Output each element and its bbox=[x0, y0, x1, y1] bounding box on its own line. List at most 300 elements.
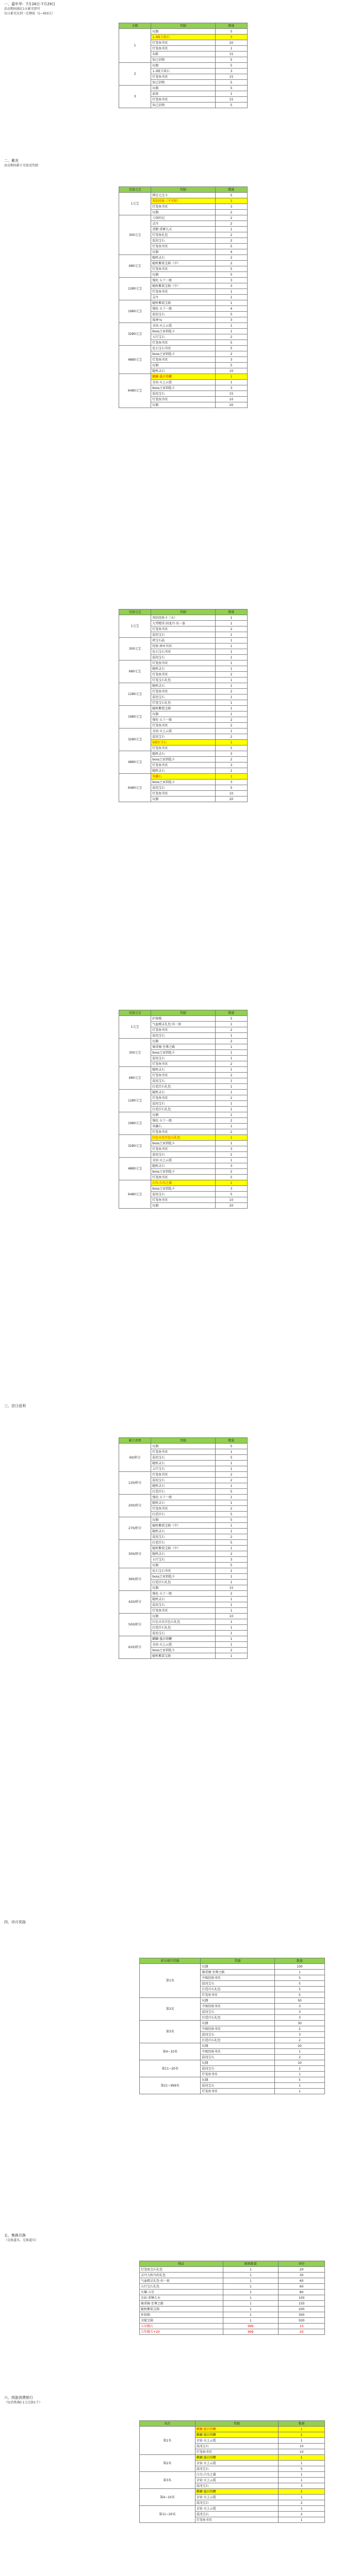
item-name-cell: 灯笼鱼书页 bbox=[151, 1129, 216, 1135]
column-header: 累计消费 bbox=[119, 1438, 151, 1444]
item-name-cell: 随机灵石 bbox=[151, 1597, 216, 1602]
column-header: 充值元宝 bbox=[119, 609, 151, 615]
item-name-cell: 麒麟·墨岩铸鞭 bbox=[195, 2455, 279, 2461]
item-name-cell: 玩偶 bbox=[151, 1112, 216, 1118]
table-row bbox=[140, 2506, 325, 2512]
table-row bbox=[119, 1039, 248, 1044]
group-label-cell: 3 bbox=[119, 86, 151, 108]
item-name-cell: 混沌宝石 bbox=[151, 785, 216, 791]
item-name-cell: 绑定元宝卡 bbox=[151, 193, 216, 198]
item-name-cell: 随机灵石 bbox=[151, 768, 216, 774]
item-name-cell: 翠鑫石 bbox=[151, 1124, 216, 1129]
item-name-cell: 灯笼鱼书页 bbox=[151, 266, 216, 272]
item-quantity-cell: 3 bbox=[215, 1186, 247, 1192]
item-quantity-cell: 2 bbox=[215, 334, 247, 340]
item-quantity-cell: 10 bbox=[215, 368, 247, 374]
table-row bbox=[140, 2273, 325, 2278]
item-quantity-cell: 30 bbox=[275, 2021, 325, 2026]
item-name-cell: boss之家钥匙卡 bbox=[151, 329, 216, 334]
column-header: 物品 bbox=[140, 2261, 223, 2267]
item-quantity-cell: 2 bbox=[215, 1118, 247, 1124]
table-row bbox=[140, 1964, 325, 1970]
item-name-cell: 金钻·天上云霞 bbox=[151, 1642, 216, 1648]
item-name-cell: 灯笼鱼书页 bbox=[195, 2517, 279, 2523]
item-quantity-cell: 15 bbox=[215, 97, 247, 103]
table-row bbox=[119, 1135, 248, 1141]
item-name-cell: 化石宝石书页 bbox=[151, 346, 216, 351]
item-quantity-cell: 15 bbox=[215, 74, 247, 80]
column-header: 数量 bbox=[275, 1958, 325, 1964]
item-quantity-cell: 4 bbox=[215, 249, 247, 255]
cumulative-recharge-table-3 bbox=[119, 1010, 248, 1209]
header-row bbox=[119, 1438, 248, 1444]
column-header: 数量 bbox=[215, 1010, 247, 1016]
item-name-cell: 混沌宝石 bbox=[151, 312, 216, 317]
item-name-cell: 随机灵石 bbox=[151, 255, 216, 261]
group-label-cell: 1280元宝 bbox=[119, 683, 151, 706]
item-name-cell: 混沌宝石 bbox=[201, 2055, 275, 2060]
item-name-cell: 化石宝石书页 bbox=[151, 1568, 216, 1574]
item-name-cell: 随机灵石 bbox=[151, 1163, 216, 1169]
group-label-cell: 1280元宝 bbox=[119, 1090, 151, 1112]
item-quantity-cell: 1 bbox=[215, 1158, 247, 1163]
table-row bbox=[140, 2489, 325, 2495]
table-row bbox=[140, 2077, 325, 2083]
item-quantity-cell: 1 bbox=[215, 1461, 247, 1466]
item-name-cell: 混沌宝石 bbox=[195, 2444, 279, 2449]
item-quantity-cell: 10 bbox=[215, 791, 247, 796]
item-quantity-cell: 1 bbox=[215, 1602, 247, 1608]
table-row bbox=[119, 1158, 248, 1163]
item-quantity-cell: 2 bbox=[215, 689, 247, 694]
item-quantity-cell: 1 bbox=[215, 1495, 247, 1500]
item-quantity-cell: 3 bbox=[215, 751, 247, 757]
item-name-cell: 混沌宝石 bbox=[195, 2512, 279, 2517]
group-label-cell: 第1名 bbox=[140, 1964, 201, 1998]
group-label-cell: 300/积分 bbox=[119, 1540, 151, 1568]
item-name-cell: 麒麟·墨岩铸鞭 bbox=[151, 1636, 216, 1642]
item-name-cell: 灯笼鱼书页 bbox=[151, 1449, 216, 1455]
item-quantity-cell: 5 bbox=[215, 244, 247, 249]
item-quantity-cell: 5 bbox=[215, 1455, 247, 1461]
item-name-cell: 五星精石 bbox=[140, 2324, 223, 2329]
item-name-cell: 灯笼鱼宝石礼包 bbox=[140, 2267, 223, 2273]
item-name-cell: 灯笼鱼书页 bbox=[151, 40, 216, 46]
item-name-cell: 随机灵石 bbox=[151, 1529, 216, 1534]
value-cell: 999 bbox=[223, 2329, 279, 2335]
value-cell: 20 bbox=[279, 2329, 325, 2335]
group-label-cell: 500/积分 bbox=[119, 1614, 151, 1636]
item-name-cell: 玩偶 bbox=[151, 1039, 216, 1044]
item-name-cell: 混沌宝石 bbox=[151, 1033, 216, 1039]
table-row bbox=[119, 255, 248, 261]
item-quantity-cell: 1 bbox=[215, 666, 247, 672]
column-header: 单价 bbox=[279, 2261, 325, 2267]
table-row bbox=[119, 728, 248, 734]
group-label-cell: 6480元宝 bbox=[119, 774, 151, 802]
item-quantity-cell: 2 bbox=[215, 1027, 247, 1033]
value-cell: 1 bbox=[223, 2284, 279, 2290]
group-label-cell: 200/积分 bbox=[119, 1495, 151, 1517]
item-quantity-cell: 1 bbox=[279, 2427, 325, 2432]
item-quantity-cell: 3 bbox=[215, 317, 247, 323]
header-row bbox=[140, 1958, 325, 1964]
item-quantity-cell: 2 bbox=[215, 1478, 247, 1483]
item-name-cell: 混沌宝石 bbox=[151, 1631, 216, 1636]
item-quantity-cell: 2 bbox=[215, 734, 247, 740]
item-name-cell: 麒麟·墨岩铸鞭 bbox=[195, 2432, 279, 2438]
item-quantity-cell: 1 bbox=[215, 91, 247, 97]
item-quantity-cell: 5 bbox=[215, 63, 247, 69]
item-name-cell: 红色天星百色石礼包 bbox=[151, 1135, 216, 1141]
item-name-cell: 五行宝石 bbox=[151, 1466, 216, 1472]
table-row bbox=[119, 278, 248, 283]
table-row bbox=[119, 751, 248, 757]
item-name-cell: 玩偶 bbox=[151, 29, 216, 35]
table-row bbox=[140, 2278, 325, 2284]
item-name-cell: 随机灵石 bbox=[151, 666, 216, 672]
item-name-cell: 双倍经验卡（天） bbox=[151, 615, 216, 621]
item-quantity-cell: 2 bbox=[215, 1129, 247, 1135]
item-name-cell: 气血精灵礼包·出一套 bbox=[151, 1022, 216, 1027]
item-name-cell: 全能宝箱 bbox=[140, 2318, 223, 2324]
group-label-cell: 3280元宝 bbox=[119, 323, 151, 346]
column-header: 奖励 bbox=[195, 2421, 279, 2427]
item-name-cell: 灯笼鱼书页 bbox=[151, 1061, 216, 1067]
item-quantity-cell: 5 bbox=[215, 193, 247, 198]
item-name-cell: 1-3级玉装石 bbox=[151, 35, 216, 40]
item-quantity-cell: 1 bbox=[215, 46, 247, 52]
group-label-cell: 300元宝 bbox=[119, 215, 151, 255]
table-row bbox=[140, 2301, 325, 2307]
item-name-cell: 金钻·天上云霞 bbox=[151, 1158, 216, 1163]
item-name-cell: 混沌宝石 bbox=[151, 632, 216, 638]
item-name-cell: 中级经验书页 bbox=[201, 2004, 275, 2009]
item-quantity-cell: 4 bbox=[215, 306, 247, 312]
item-quantity-cell: 1 bbox=[279, 2455, 325, 2461]
item-quantity-cell: 3 bbox=[275, 2032, 325, 2038]
table-row bbox=[119, 374, 248, 380]
cumulative-recharge-table-1 bbox=[119, 187, 248, 408]
item-quantity-cell: 5 bbox=[215, 1444, 247, 1449]
table-row bbox=[119, 193, 248, 198]
item-name-cell: 强化·五十一级 bbox=[151, 1495, 216, 1500]
item-quantity-cell: 1 bbox=[279, 2506, 325, 2512]
section-2-title: 二、累充 bbox=[4, 159, 19, 163]
table-row bbox=[119, 86, 248, 91]
item-name-cell: 灯笼鱼书页 bbox=[151, 340, 216, 346]
item-quantity-cell: 1 bbox=[215, 1642, 247, 1648]
value-cell: 150 bbox=[279, 2301, 325, 2307]
item-quantity-cell: 5 bbox=[275, 1992, 325, 1998]
table-row bbox=[119, 1568, 248, 1574]
group-label-cell: 第1名 bbox=[140, 2427, 195, 2455]
item-name-cell: 玩偶 bbox=[201, 1998, 275, 2004]
item-quantity-cell: 1 bbox=[279, 2472, 325, 2478]
group-label-cell: 第4~10名 bbox=[140, 2489, 195, 2506]
item-quantity-cell: 1 bbox=[215, 1033, 247, 1039]
item-quantity-cell: 1 bbox=[215, 655, 247, 660]
value-cell: 300 bbox=[279, 2312, 325, 2318]
item-quantity-cell: 2 bbox=[215, 1073, 247, 1078]
item-quantity-cell: 3 bbox=[275, 2004, 325, 2009]
column-header: 奖励 bbox=[151, 23, 216, 29]
column-header: 名次 bbox=[140, 2421, 195, 2427]
column-header: 奖励 bbox=[151, 609, 216, 615]
item-quantity-cell: 1 bbox=[215, 1078, 247, 1084]
item-quantity-cell: 20 bbox=[215, 1203, 247, 1209]
item-quantity-cell: 1 bbox=[215, 1568, 247, 1574]
section-6-title: 六、网游消费排行 bbox=[4, 2396, 33, 2400]
group-label-cell: 第3名 bbox=[140, 2021, 201, 2043]
item-name-cell: 强化·五十一级 bbox=[151, 278, 216, 283]
column-header: 积分排行奖励 bbox=[140, 1958, 201, 1964]
table-row bbox=[119, 1517, 248, 1523]
item-quantity-cell: 5 bbox=[215, 103, 247, 108]
item-quantity-cell: 5 bbox=[215, 1016, 247, 1022]
item-name-cell: 随机灵石 bbox=[151, 1067, 216, 1073]
table-row bbox=[119, 774, 248, 779]
item-name-cell: 金钻·天上云霞 bbox=[195, 2461, 279, 2466]
group-label-cell: 1980元宝 bbox=[119, 706, 151, 728]
item-quantity-cell: 1 bbox=[215, 1580, 247, 1585]
table-row bbox=[119, 1090, 248, 1095]
value-cell: 1 bbox=[223, 2318, 279, 2324]
group-label-cell: 第4~10名 bbox=[140, 2043, 201, 2060]
item-name-cell: boss之家钥匙卡 bbox=[151, 1169, 216, 1175]
item-quantity-cell: 2 bbox=[215, 221, 247, 227]
item-quantity-cell: 1 bbox=[215, 1608, 247, 1614]
ranking-reward-table bbox=[139, 1958, 325, 2094]
item-quantity-cell: 3 bbox=[215, 278, 247, 283]
table-row bbox=[119, 300, 248, 306]
item-quantity-cell: 5 bbox=[215, 272, 247, 278]
item-name-cell: 灯笼鱼书页 bbox=[151, 204, 216, 210]
item-quantity-cell: 1 bbox=[215, 380, 247, 385]
group-label-cell: 270/积分 bbox=[119, 1517, 151, 1540]
item-quantity-cell: 1 bbox=[275, 2089, 325, 2094]
item-name-cell: 经验·神木书页 bbox=[151, 643, 216, 649]
item-name-cell: boss之家钥匙卡 bbox=[151, 779, 216, 785]
value-cell: 1 bbox=[223, 2290, 279, 2295]
group-label-cell: 60/积分 bbox=[119, 1444, 151, 1472]
section-2-subtitle: 活动期间累计充值送奖励 bbox=[4, 164, 39, 167]
item-name-cell: 灯笼鱼书页 bbox=[151, 397, 216, 402]
item-name-cell: 灯笼鱼书页 bbox=[151, 1472, 216, 1478]
item-name-cell: 打造百石礼包 bbox=[151, 1107, 216, 1112]
table-row bbox=[119, 660, 248, 666]
item-name-cell: 玩偶 bbox=[201, 2077, 275, 2083]
item-quantity-cell: 3 bbox=[275, 2009, 325, 2015]
item-quantity-cell: 5 bbox=[215, 29, 247, 35]
item-quantity-cell: 5 bbox=[275, 1987, 325, 1992]
item-quantity-cell: 2 bbox=[215, 1061, 247, 1067]
item-quantity-cell: 5 bbox=[215, 86, 247, 91]
item-quantity-cell: 1 bbox=[215, 1101, 247, 1107]
column-header: 奖励 bbox=[151, 1010, 216, 1016]
item-name-cell: 打造百石礼包 bbox=[201, 1987, 275, 1992]
item-quantity-cell: 1 bbox=[215, 1483, 247, 1489]
item-name-cell: boss之家钥匙卡 bbox=[151, 385, 216, 391]
column-header: 数量 bbox=[215, 187, 247, 193]
value-cell: 20 bbox=[279, 2267, 325, 2273]
item-quantity-cell: 2 bbox=[215, 1039, 247, 1044]
item-quantity-cell: 20 bbox=[215, 402, 247, 408]
item-name-cell: 随机灵石 bbox=[151, 368, 216, 374]
item-quantity-cell: 5 bbox=[275, 1981, 325, 1987]
item-name-cell: 强化·五十一级 bbox=[151, 717, 216, 723]
column-header: 充值元宝 bbox=[119, 187, 151, 193]
item-quantity-cell: 1 bbox=[215, 198, 247, 204]
item-name-cell: 混沌宝石 bbox=[151, 1455, 216, 1461]
item-name-cell: 随机紫装宝箱 bbox=[151, 1653, 216, 1659]
header-row bbox=[119, 609, 248, 615]
section-5-title: 五、集换兑换 bbox=[4, 2233, 26, 2238]
item-name-cell: 玩偶 bbox=[151, 63, 216, 69]
item-quantity-cell: 10 bbox=[215, 1197, 247, 1203]
group-label-cell: 300元宝 bbox=[119, 1039, 151, 1067]
value-cell: 1 bbox=[223, 2295, 279, 2301]
table-row bbox=[119, 1180, 248, 1186]
item-quantity-cell: 3 bbox=[215, 35, 247, 40]
item-quantity-cell: 3 bbox=[215, 1163, 247, 1169]
item-quantity-cell: 1 bbox=[215, 1112, 247, 1118]
item-name-cell: 重锻·重锤九天 bbox=[151, 227, 216, 232]
item-name-cell: 灯笼鱼书页 bbox=[151, 745, 216, 751]
item-name-cell: 随机紫装宝箱 bbox=[151, 706, 216, 711]
value-cell: 1 bbox=[223, 2307, 279, 2312]
item-quantity-cell: 1 bbox=[279, 2461, 325, 2466]
item-quantity-cell: 2 bbox=[215, 723, 247, 728]
item-name-cell: 金钻·天上云霞 bbox=[195, 2438, 279, 2444]
item-quantity-cell: 2 bbox=[275, 2055, 325, 2060]
group-label-cell: 3280元宝 bbox=[119, 1135, 151, 1158]
item-name-cell: 战神·lv bbox=[151, 317, 216, 323]
item-name-cell: 灯笼鱼书页 bbox=[151, 97, 216, 103]
item-name-cell: 玩偶 bbox=[201, 2021, 275, 2026]
item-quantity-cell: 3 bbox=[279, 2483, 325, 2489]
table-row bbox=[140, 2427, 325, 2432]
item-quantity-cell: 1 bbox=[215, 643, 247, 649]
table-row bbox=[119, 1112, 248, 1118]
group-label-cell: 第2名 bbox=[140, 2455, 195, 2472]
item-name-cell: 随机紫装宝箱（中） bbox=[151, 1523, 216, 1529]
item-quantity-cell: 2 bbox=[279, 2512, 325, 2517]
item-name-cell: 强化·五十一级 bbox=[151, 306, 216, 312]
item-name-cell: 灯笼鱼书页 bbox=[151, 689, 216, 694]
item-quantity-cell: 1 bbox=[215, 1107, 247, 1112]
item-name-cell: 打造百石礼包 bbox=[151, 1084, 216, 1090]
item-name-cell: 白鸟·白鸟之翼 bbox=[195, 2472, 279, 2478]
item-name-cell: 玩偶 bbox=[151, 210, 216, 215]
group-label-cell: 2 bbox=[119, 63, 151, 86]
group-label-cell: 6480元宝 bbox=[119, 374, 151, 408]
item-name-cell: 刀剑印记 bbox=[151, 215, 216, 221]
group-label-cell: 6480元宝 bbox=[119, 1180, 151, 1209]
item-name-cell: 灯笼鱼礼包 bbox=[151, 232, 216, 238]
group-label-cell: 第21~999名 bbox=[140, 2077, 201, 2094]
item-quantity-cell: 1 bbox=[215, 1050, 247, 1056]
item-quantity-cell: 1 bbox=[215, 329, 247, 334]
item-name-cell: boss之家钥匙卡 bbox=[151, 1648, 216, 1653]
column-header: 数量 bbox=[279, 2421, 325, 2427]
item-quantity-cell: 1 bbox=[275, 1970, 325, 1975]
item-name-cell: 强化·五十一级 bbox=[151, 1591, 216, 1597]
item-name-cell: 玩偶 bbox=[151, 1563, 216, 1568]
item-name-cell: 灯笼鱼书页 bbox=[151, 1197, 216, 1203]
column-header: 数量 bbox=[215, 1438, 247, 1444]
item-name-cell: 玩偶 bbox=[151, 363, 216, 368]
table-row bbox=[140, 2267, 325, 2273]
table-row bbox=[140, 2295, 325, 2301]
group-label-cell: 680元宝 bbox=[119, 255, 151, 278]
item-name-cell: 金钻·天上云霞 bbox=[195, 2506, 279, 2512]
item-quantity-cell: 1 bbox=[215, 706, 247, 711]
item-name-cell: 打造百石 bbox=[151, 1489, 216, 1495]
item-name-cell: 随机灵石 bbox=[151, 751, 216, 757]
section-5-subtitle: （兑换道具，兑换道具） bbox=[4, 2239, 39, 2242]
column-header: 奖励 bbox=[201, 1958, 275, 1964]
group-label-cell: 1980元宝 bbox=[119, 300, 151, 323]
item-quantity-cell: 1 bbox=[215, 1636, 247, 1642]
group-label-cell: 680元宝 bbox=[119, 660, 151, 683]
item-quantity-cell: 2 bbox=[215, 1506, 247, 1512]
item-quantity-cell: 3 bbox=[215, 69, 247, 74]
item-quantity-cell: 1 bbox=[215, 1135, 247, 1141]
table-row bbox=[119, 1591, 248, 1597]
item-name-cell: 混沌宝石 bbox=[195, 2500, 279, 2506]
item-quantity-cell: 1 bbox=[215, 638, 247, 643]
group-label-cell: 第11~20名 bbox=[140, 2060, 201, 2077]
item-name-cell: 混沌宝石 bbox=[151, 1192, 216, 1197]
item-quantity-cell: 1 bbox=[215, 295, 247, 300]
item-name-cell: 灯笼鱼书页 bbox=[151, 1027, 216, 1033]
item-quantity-cell: 2 bbox=[215, 757, 247, 762]
item-name-cell: 灯笼宝石礼包 bbox=[151, 677, 216, 683]
item-quantity-cell: 1 bbox=[215, 1619, 247, 1625]
group-label-cell: 420/积分 bbox=[119, 1591, 151, 1614]
item-quantity-cell: 1 bbox=[215, 768, 247, 774]
item-name-cell: 灯笼鱼书页 bbox=[151, 357, 216, 363]
item-name-cell: 知己信物 bbox=[151, 80, 216, 86]
item-name-cell: 灯笼鱼书页 bbox=[151, 74, 216, 80]
header-row bbox=[140, 2261, 325, 2267]
item-quantity-cell: 2 bbox=[215, 1648, 247, 1653]
item-name-cell: 玩偶 bbox=[151, 272, 216, 278]
table-row bbox=[119, 346, 248, 351]
item-quantity-cell: 5 bbox=[275, 2077, 325, 2083]
value-cell: 1 bbox=[223, 2273, 279, 2278]
item-quantity-cell: 2 bbox=[279, 2500, 325, 2506]
table-row bbox=[119, 323, 248, 329]
item-name-cell: 打造百石 bbox=[151, 1540, 216, 1546]
header-row bbox=[119, 1010, 248, 1016]
item-name-cell: 强化·五十一级 bbox=[151, 1118, 216, 1124]
item-name-cell: 5级红玉石 bbox=[151, 740, 216, 745]
value-cell: 1 bbox=[223, 2312, 279, 2318]
consumption-ranking-table bbox=[139, 2420, 325, 2523]
item-name-cell: 随机灵石 bbox=[151, 683, 216, 689]
item-quantity-cell: 2 bbox=[215, 1152, 247, 1158]
item-name-cell: 灯笼鱼书页 bbox=[151, 289, 216, 295]
item-name-cell: 红色天星百色石礼包 bbox=[151, 1619, 216, 1625]
item-quantity-cell: 50 bbox=[275, 1998, 325, 2004]
item-name-cell: 随机紫装宝箱（中） bbox=[151, 1546, 216, 1551]
item-quantity-cell: 5 bbox=[215, 363, 247, 368]
item-name-cell: 打造百石 bbox=[151, 1512, 216, 1517]
item-name-cell: 白鸟·白鸟之翼 bbox=[151, 1180, 216, 1186]
item-quantity-cell: 1 bbox=[215, 711, 247, 717]
